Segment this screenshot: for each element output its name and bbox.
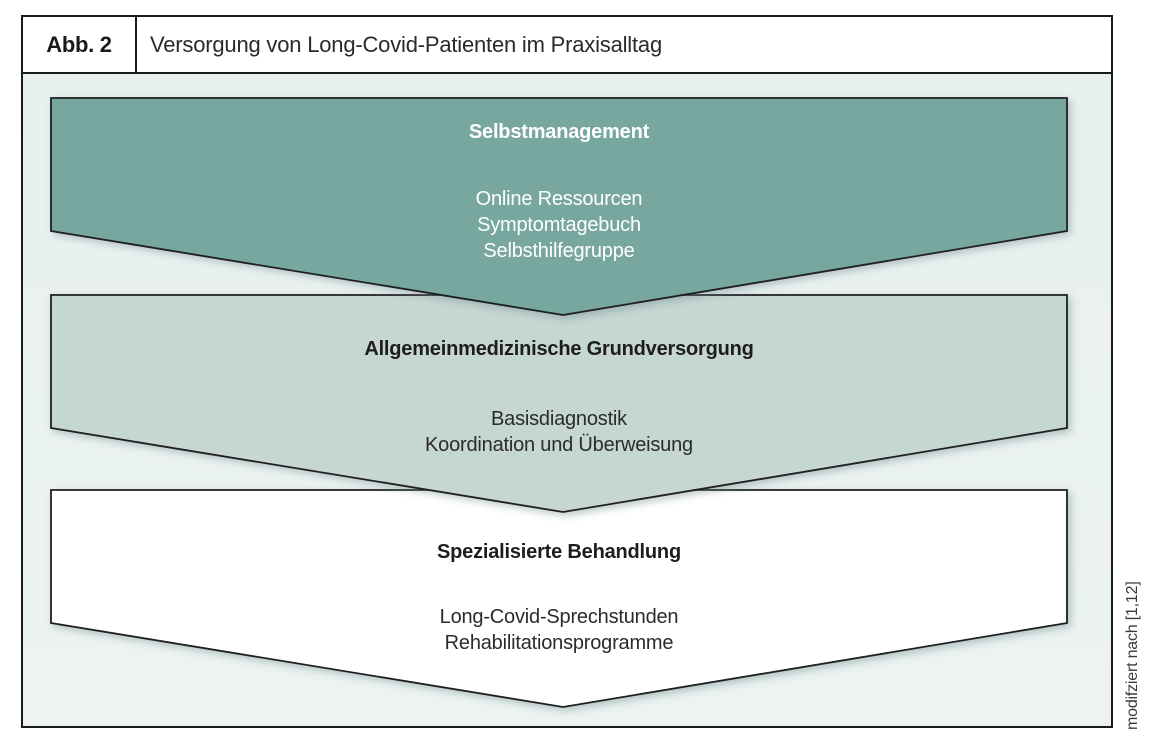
figure-panel <box>21 72 1113 728</box>
level-3-item: Rehabilitationsprogramme <box>444 632 674 654</box>
level-3-item: Long-Covid-Sprechstunden <box>439 606 679 628</box>
figure-title: Versorgung von Long-Covid-Patienten im Praxisalltag <box>150 31 662 57</box>
level-1-chevron-shape <box>51 98 1067 315</box>
level-1-item: Symptomtagebuch <box>477 214 641 236</box>
figure-label: Abb. 2 <box>23 17 137 72</box>
level-3-heading: Spezialisierte Behandlung <box>437 541 681 563</box>
level-1-item: Selbsthilfegruppe <box>483 240 635 262</box>
level-1-item: Online Ressourcen <box>475 188 643 210</box>
figure-header <box>21 15 1113 74</box>
funnel-diagram <box>23 74 1115 730</box>
level-2-chevron-shape <box>51 295 1067 512</box>
level-2-heading: Allgemeinmedizinische Grundversorgung <box>364 338 754 360</box>
level-1-heading: Selbstmanagement <box>468 121 650 143</box>
level-3-chevron-shape <box>51 490 1067 707</box>
level-2-item: Koordination und Überweisung <box>425 434 693 456</box>
level-2-item: Basisdiagnostik <box>491 408 627 430</box>
source-note: modifziert nach [1,12] <box>1124 581 1141 730</box>
